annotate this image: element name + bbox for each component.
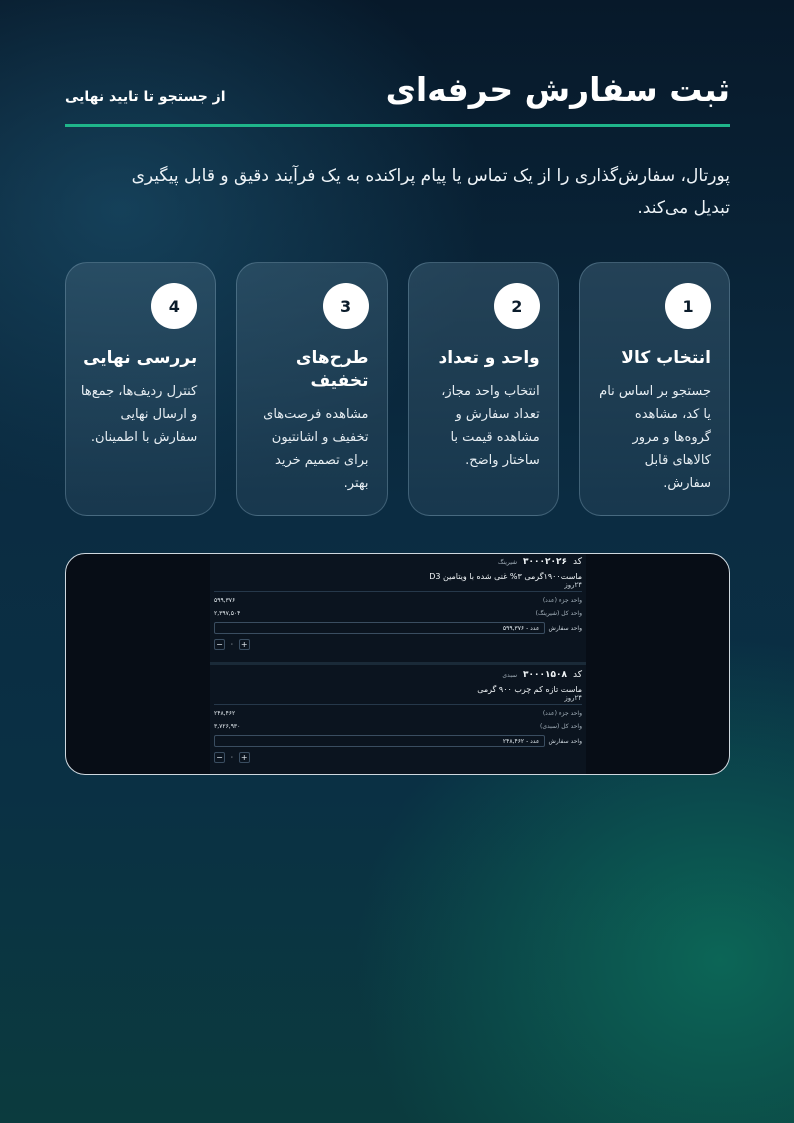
divider	[214, 704, 582, 705]
page-subtitle: از جستجو تا تایید نهایی	[65, 88, 226, 105]
quantity-stepper	[214, 749, 582, 765]
shelf-life: ۲۴روز	[564, 694, 582, 702]
step-card-1	[579, 262, 730, 516]
unit-total-value: ۳,۷۲۶,۹۳۰	[214, 723, 241, 730]
unit-part-row	[214, 594, 582, 607]
intro-paragraph: پورتال، سفارش‌گذاری را از یک تماس یا پیام پراکنده به یک فرآیند دقیق و قابل پیگیری تبدیل می‌کند.	[131, 166, 730, 218]
item-divider	[210, 662, 586, 665]
unit-part-value: ۲۴۸,۴۶۲	[214, 710, 236, 717]
step-text: کنترل ردیف‌ها، جمع‌ها و ارسال نهایی سفارش با اطمینان.	[80, 384, 198, 445]
product-code-row	[214, 668, 582, 682]
unit-part-label: واحد جزء (عدد)	[542, 710, 582, 717]
unit-total-label: واحد کل (شیرینگ)	[535, 610, 582, 617]
product-code-row	[214, 555, 582, 569]
step-card-4	[65, 262, 216, 516]
page-title: ثبت سفارش حرفه‌ای	[385, 70, 730, 109]
step-text: مشاهده فرصت‌های تخفیف و اشانتیون برای تصمیم خرید بهتر.	[263, 407, 369, 491]
step-text: جستجو بر اساس نام یا کد، مشاهده گروه‌ها و مرور کالاهای قابل سفارش.	[599, 384, 711, 491]
step-title: واحد و تعداد	[438, 348, 540, 368]
product-code: ۳۰۰۰۱۵۰۸	[523, 670, 567, 680]
quantity-value[interactable]: ۰	[230, 753, 234, 761]
step-number: 4	[151, 283, 197, 329]
plus-button[interactable]: +	[239, 639, 250, 650]
order-screenshot	[65, 553, 730, 775]
unit-part-row	[214, 707, 582, 720]
unit-part-value: ۵۹۹,۳۷۶	[214, 597, 236, 604]
order-unit-row	[214, 733, 582, 749]
step-title: طرح‌های تخفیف	[295, 348, 369, 391]
product-name: ماست۱۹۰۰گرمی ۳% غنی شده با ویتامین D3	[429, 572, 582, 581]
quantity-stepper	[214, 636, 582, 652]
step-title: بررسی نهایی	[83, 348, 198, 368]
plus-button[interactable]: +	[239, 752, 250, 763]
order-unit-label: واحد سفارش	[548, 624, 582, 632]
code-label: کد	[572, 557, 582, 567]
step-card-2	[408, 262, 559, 516]
page-header	[65, 55, 730, 127]
divider	[214, 591, 582, 592]
unit-total-label: واحد کل (سبدی)	[539, 723, 582, 730]
order-unit-row	[214, 620, 582, 636]
unit-total-row	[214, 720, 582, 733]
package-tag: سبدی	[502, 671, 518, 679]
product-item	[210, 555, 586, 652]
step-number: 3	[323, 283, 369, 329]
step-title: انتخاب کالا	[621, 348, 711, 368]
step-card-3	[236, 262, 387, 516]
unit-part-label: واحد جزء (عدد)	[542, 597, 582, 604]
minus-button[interactable]: −	[214, 639, 225, 650]
step-number: 1	[665, 283, 711, 329]
product-item	[210, 668, 586, 765]
product-name: ماست تازه کم چرب ۹۰۰ گرمی	[477, 685, 582, 694]
product-list-panel	[210, 554, 586, 775]
quantity-value[interactable]: ۰	[230, 640, 234, 648]
unit-total-value: ۲,۳۹۷,۵۰۴	[214, 610, 241, 617]
order-unit-select[interactable]: عدد - ۵۹۹,۳۷۶	[214, 622, 545, 634]
step-text: انتخاب واحد مجاز، تعداد سفارش و مشاهده قیمت با ساختار واضح.	[441, 384, 540, 468]
order-unit-label: واحد سفارش	[548, 737, 582, 745]
code-label: کد	[572, 670, 582, 680]
step-number: 2	[494, 283, 540, 329]
minus-button[interactable]: −	[214, 752, 225, 763]
package-tag: شیرینگ	[498, 558, 518, 566]
steps-list	[65, 262, 730, 516]
product-code: ۳۰۰۰۲۰۲۶	[523, 557, 567, 567]
unit-total-row	[214, 607, 582, 620]
order-unit-select[interactable]: عدد - ۲۴۸,۴۶۲	[214, 735, 545, 747]
shelf-life: ۲۴روز	[564, 581, 582, 589]
